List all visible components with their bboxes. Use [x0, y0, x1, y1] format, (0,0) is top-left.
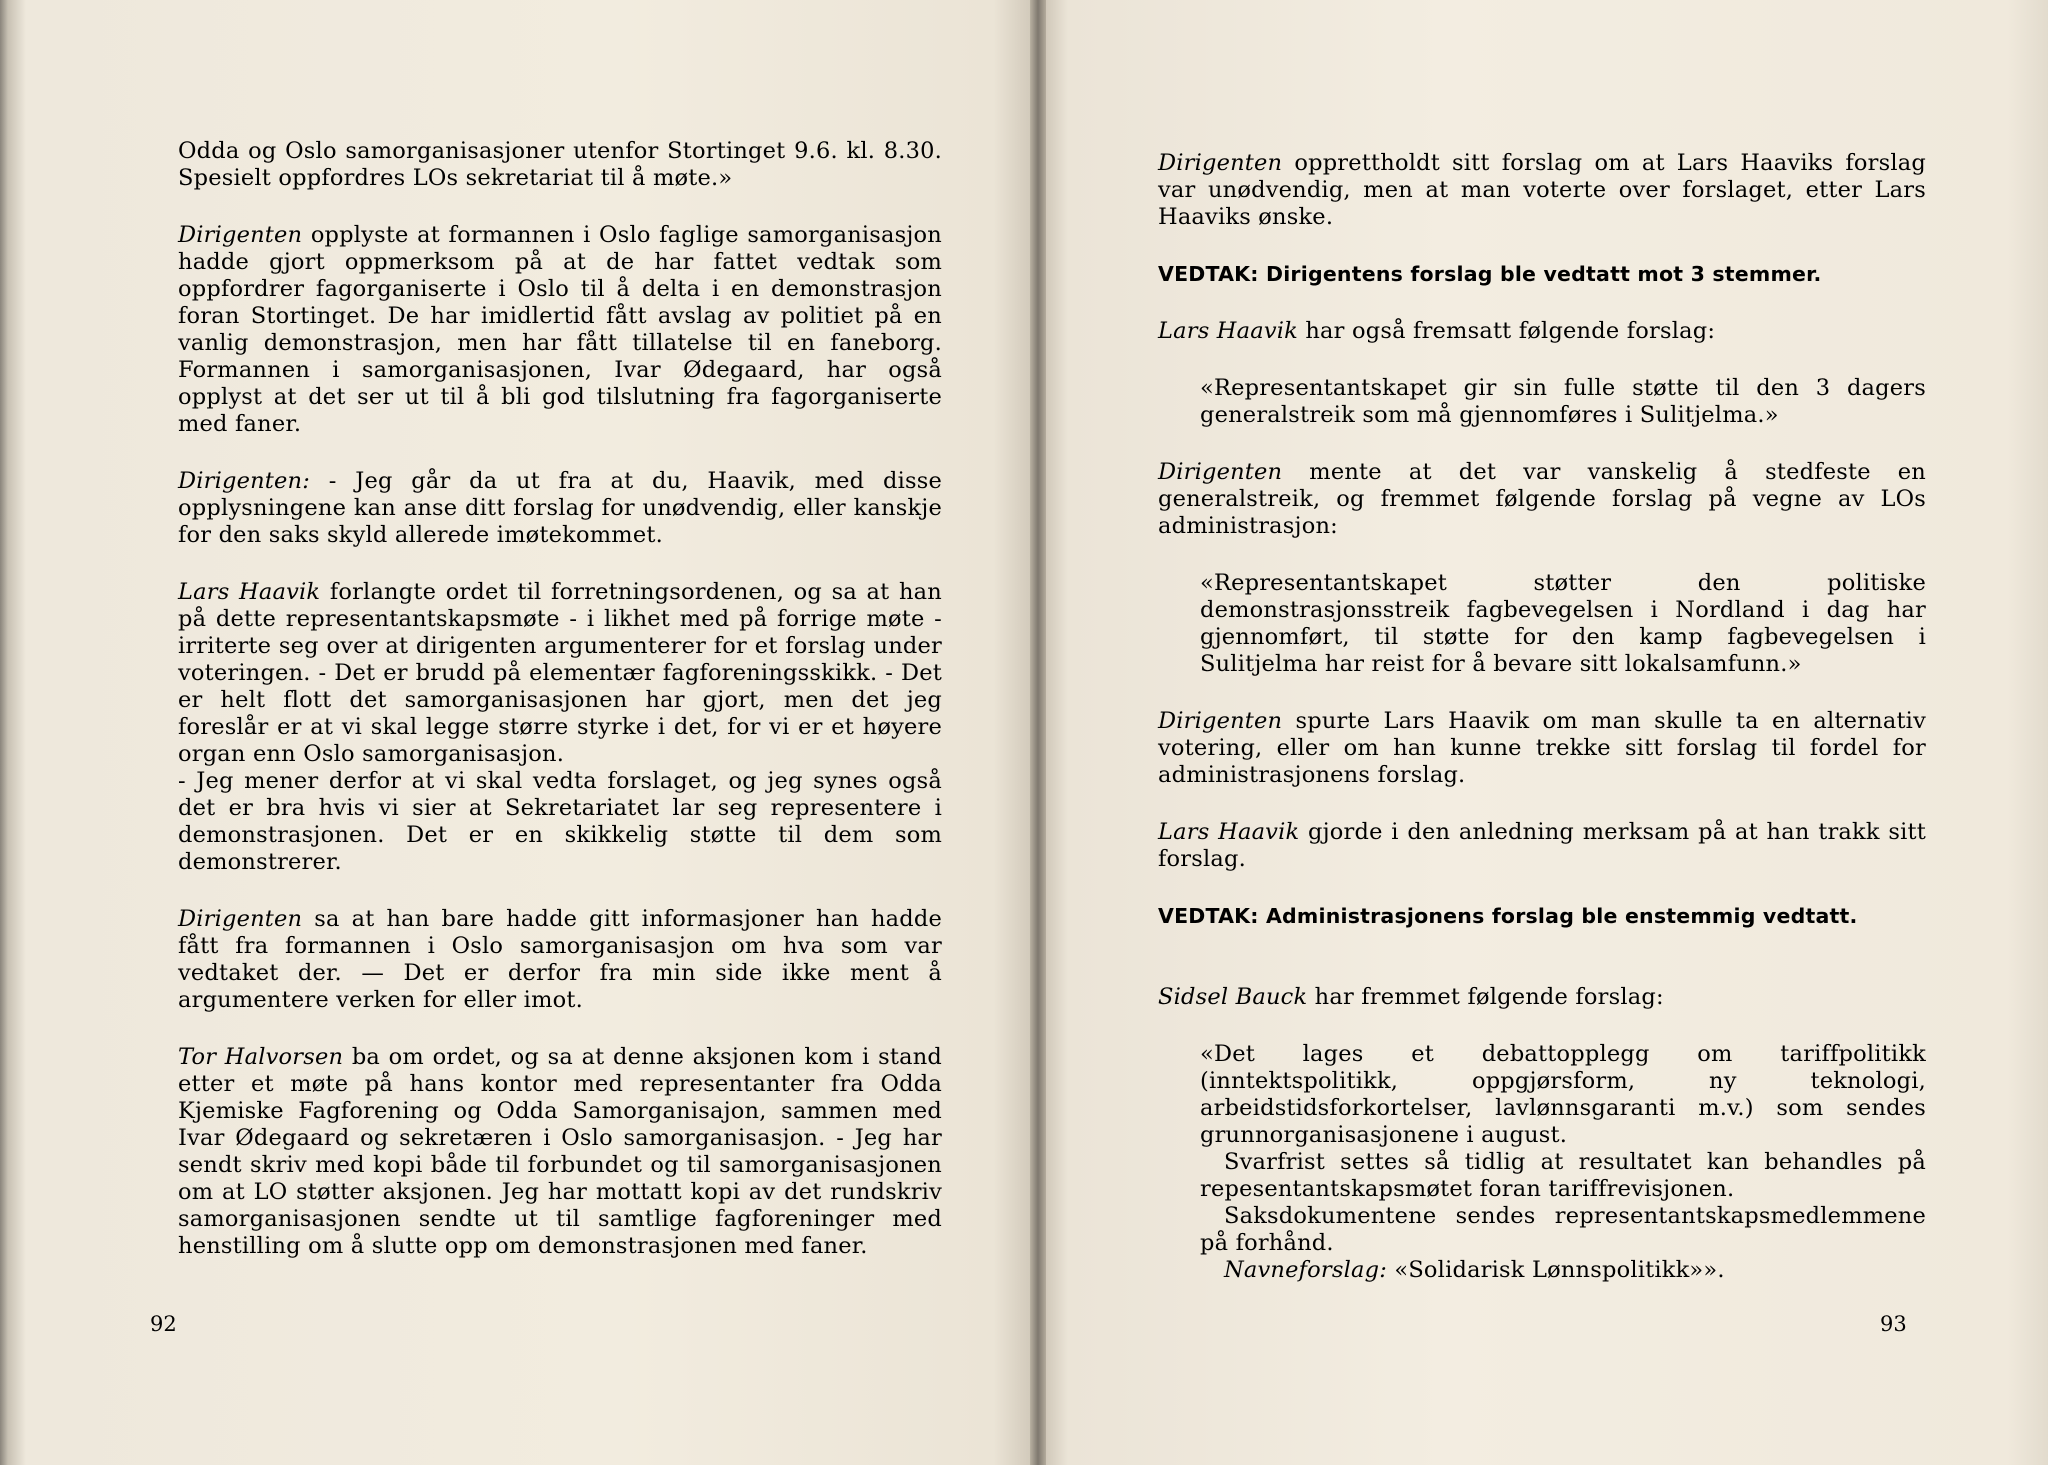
decision-label: VEDTAK: [1158, 262, 1259, 286]
decision-text: Dirigentens forslag ble vedtatt mot 3 stemmer. [1258, 262, 1822, 286]
speaker-name: Lars Haavik [178, 579, 321, 605]
paragraph-text: ba om ordet, og sa at denne aksjonen kom i stand etter et møte på hans kontor med representanter fra Odda Kjemiske Fagforening og Odda Samorganisajon, sammen med Ivar Ødegaard og sekretæren i Oslo samorganisasjon. - Jeg har sendt skriv med kopi både til forbundet og til samorganisasjonen om at LO støtter aksjonen. Jeg har mottatt kopi av det rundskriv samorganisasjonen sendte ut til samtlige fagforeninger med henstilling om å slutte opp om demonstrasjonen med faner. [178, 1044, 942, 1259]
quote-line [1200, 1257, 1926, 1284]
paragraph [1130, 984, 1926, 1011]
page-number-right: 93 [1880, 1312, 1907, 1336]
quoted-proposal [1130, 1041, 1926, 1284]
paragraph-text: - Jeg mener derfor at vi skal vedta forslaget, og jeg synes også det er bra hvis vi sier at Sekretariatet lar seg representere i demonstrasjonen. Det er en skikkelig støtte til dem som demonstrerer. [178, 768, 942, 875]
speaker-name: Tor Halvorsen [178, 1044, 344, 1070]
paragraph [150, 906, 942, 1014]
speaker-name: Dirigenten [178, 222, 303, 248]
paragraph [150, 768, 942, 876]
page-number-left: 92 [150, 1312, 177, 1336]
paragraph-text: har også fremsatt følgende forslag: [1298, 318, 1716, 344]
speaker-name: Dirigenten: [178, 468, 311, 494]
paragraph-text: har fremmet følgende forslag: [1307, 984, 1664, 1010]
quote-line: «Det lages et debattopplegg om tariffpolitikk (inntektspolitikk, oppgjørsform, ny teknologi, arbeidstidsforkortelser, lavlønnsgaranti m.v.) som sendes grunnorganisasjonene i august. [1200, 1041, 1926, 1148]
decision-label: VEDTAK: [1158, 904, 1259, 928]
paragraph [150, 1044, 942, 1260]
paragraph [1130, 819, 1926, 873]
decision-paragraph [1130, 261, 1926, 288]
paragraph [150, 138, 942, 192]
quote-line: Saksdokumentene sendes representantskapsmedlemmene på forhånd. [1200, 1203, 1926, 1256]
quote-line: Svarfrist settes så tidlig at resultatet kan behandles på repesentantskapsmøtet foran tariffrevisjonen. [1200, 1149, 1926, 1202]
paragraph-text: opprettholdt sitt forslag om at Lars Haaviks forslag var unødvendig, men at man voterte over forslaget, etter Lars Haaviks ønske. [1158, 150, 1926, 230]
paragraph-text: - Jeg går da ut fra at du, Haavik, med disse opplysningene kan anse ditt forslag for unødvendig, eller kanskje for den saks skyld allerede imøtekommet. [178, 468, 942, 548]
speaker-name: Lars Haavik [1158, 819, 1300, 845]
speaker-name: Sidsel Bauck [1158, 984, 1308, 1010]
name-proposal-value: «Solidarisk Lønnspolitikk»». [1387, 1257, 1725, 1283]
decision-paragraph [1130, 903, 1926, 930]
paragraph [150, 222, 942, 438]
book-gutter [1030, 0, 1046, 1465]
speaker-name: Dirigenten [1158, 150, 1283, 176]
paragraph [1130, 708, 1926, 789]
speaker-name: Dirigenten [1158, 708, 1283, 734]
decision-text: Administrasjonens forslag ble enstemmig vedtatt. [1258, 904, 1858, 928]
paragraph-text: mente at det var vanskelig å stedfeste en generalstreik, og fremmet følgende forslag på vegne av LOs administrasjon: [1158, 459, 1926, 539]
speaker-name: Lars Haavik [1158, 318, 1299, 344]
quoted-proposal: «Representantskapet gir sin fulle støtte til den 3 dagers generalstreik som må gjennomføres i Sulitjelma.» [1200, 375, 1926, 428]
paragraph [1130, 459, 1926, 540]
paragraph-text: forlangte ordet til forretningsordenen, og sa at han på dette representantskapsmøte - i likhet med på forrige møte - irriterte seg over at dirigenten argumenterer for et forslag under voteringen. - Det er brudd på elementær fagforeningsskikk. - Det er helt flott det samorganisasjonen har gjort, men det jeg foreslår er at vi skal legge større styrke i det, for vi er et høyere organ enn Oslo samorganisasjon. [178, 579, 942, 767]
paragraph-text: Odda og Oslo samorganisasjoner utenfor Stortinget 9.6. kl. 8.30. Spesielt oppfordres LOs sekretariat til å møte.» [178, 138, 942, 191]
speaker-name: Dirigenten [178, 906, 303, 932]
paragraph-text: gjorde i den anledning merksam på at han trakk sitt forslag. [1158, 819, 1926, 872]
left-page-text [150, 138, 942, 1290]
quoted-proposal: «Representantskapet støtter den politiske demonstrasjonsstreik fagbevegelsen i Nordland i dag har gjennomført, til støtte for den kamp fagbevegelsen i Sulitjelma har reist for å bevare sitt lokalsamfunn.» [1200, 570, 1926, 677]
paragraph [1130, 318, 1926, 345]
speaker-name: Dirigenten [1158, 459, 1283, 485]
paragraph [1130, 150, 1926, 231]
right-page-text [1130, 150, 1926, 1284]
name-proposal-label: Navneforslag: [1224, 1257, 1387, 1283]
paragraph [150, 579, 942, 768]
paragraph-text: sa at han bare hadde gitt informasjoner han hadde fått fra formannen i Oslo samorganisasjon om hva som var vedtaket der. — Det er derfor fra min side ikke ment å argumentere verken for eller imot. [178, 906, 942, 1013]
paragraph [150, 468, 942, 549]
paragraph-text: opplyste at formannen i Oslo faglige samorganisasjon hadde gjort oppmerksom på at de har fattet vedtak som oppfordrer fagorganiserte i Oslo til å delta i en demonstrasjon foran Stortinget. De har imidlertid fått avslag av politiet på en vanlig demonstrasjon, men har fått tillatelse til en faneborg. Formannen i samorganisasjonen, Ivar Ødegaard, har også opplyst at det ser ut til å bli god tilslutning fra fagorganiserte med faner. [178, 222, 942, 437]
paragraph-text: spurte Lars Haavik om man skulle ta en alternativ votering, eller om han kunne trekke sitt forslag til fordel for administrasjonens forslag. [1158, 708, 1926, 788]
